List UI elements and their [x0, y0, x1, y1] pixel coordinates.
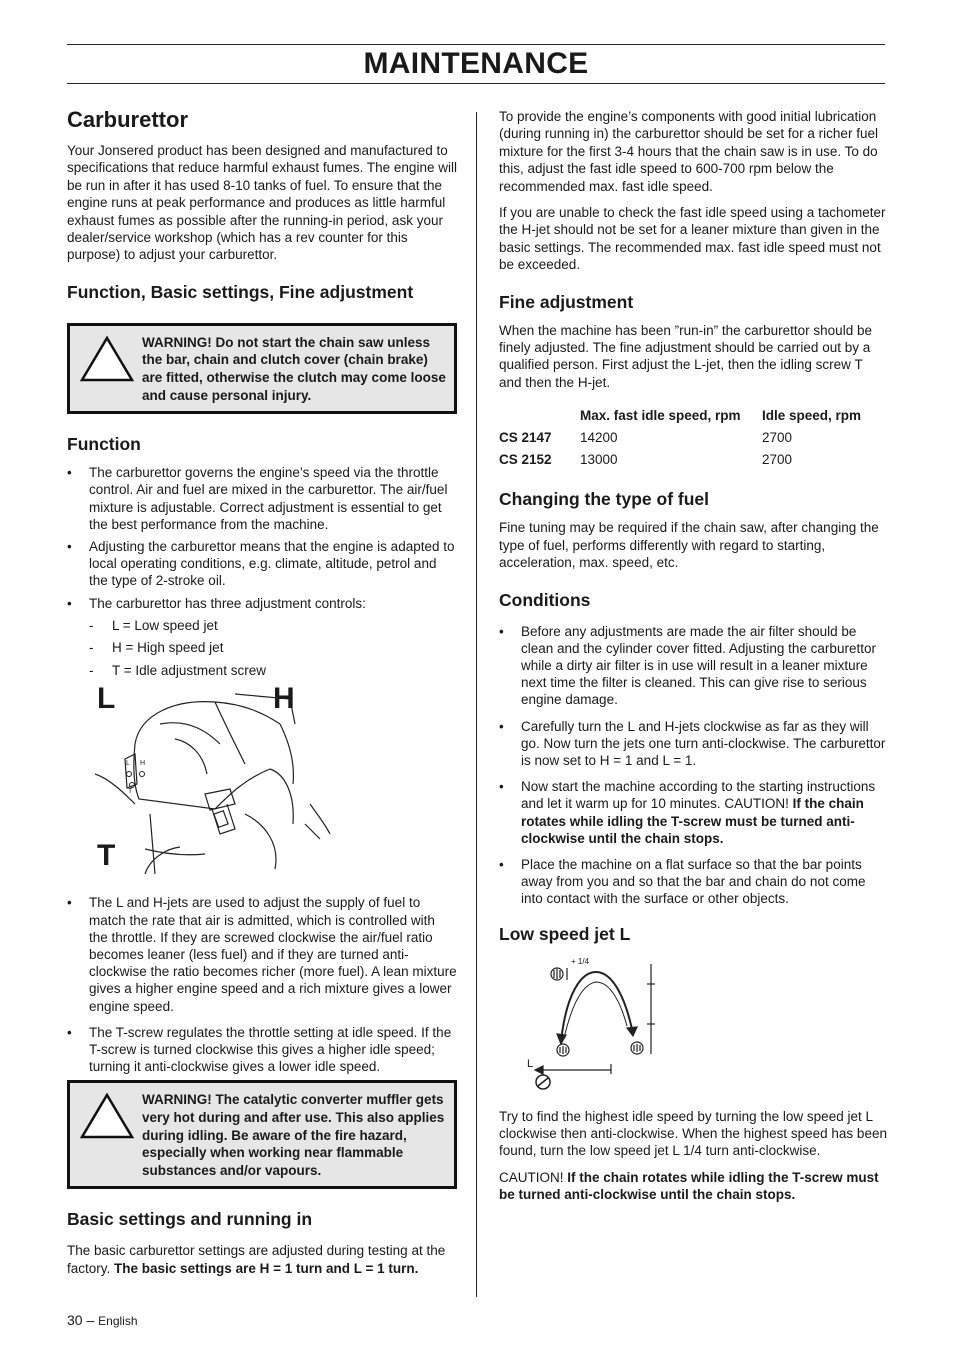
carburettor-figure [95, 684, 335, 874]
fine-adjustment-paragraph: When the machine has been ”run-in” the carburettor should be finely adjusted. The fine adjustment should be carried out by a qualified person. First adjust the L-jet, then the idling screw T and then the H-jet. [499, 322, 872, 390]
function-bullets [67, 464, 457, 612]
model-cell: CS 2147 [499, 430, 552, 446]
list-item: - L = Low speed jet [89, 617, 457, 634]
low-speed-jet-heading: Low speed jet L [499, 923, 631, 944]
label-t: T [97, 839, 116, 873]
list-item: • Carefully turn the L and H-jets clockwise as far as they will go. Now turn the jets one turn anti-clockwise. The carburettor is now set to H = 1 and L = 1. [499, 718, 887, 770]
warning-text: WARNING! Do not start the chain saw unless the bar, chain and clutch cover (chain brake) are fitted, otherwise the clutch may come loose and cause personal injury. [142, 334, 446, 403]
label-h: H [273, 682, 295, 716]
condition-text: Now start the machine according to the starting instructions and let it warm up for 10 minutes. CAUTION! [521, 779, 876, 812]
list-item [499, 778, 887, 847]
small-label-t: T [128, 788, 133, 796]
condition-caution: If the chain rotates while idling the T-screw must be turned anti-clockwise until the chain stops. [521, 796, 864, 846]
max-speed-cell: 13000 [580, 452, 618, 468]
carburettor-heading: Carburettor [67, 107, 189, 132]
column-header: Idle speed, rpm [762, 408, 862, 424]
warning-triangle-icon [78, 334, 142, 404]
list-item: • The carburettor has three adjustment controls: [67, 595, 457, 612]
caution-prefix: CAUTION! [499, 1169, 564, 1185]
right-column [499, 108, 887, 1213]
list-item: - H = High speed jet [89, 639, 457, 656]
left-column [67, 105, 457, 1286]
list-item: • Adjusting the carburettor means that the engine is adapted to local operating conditions, e.g. climate, altitude, petrol and the type of 2-stroke oil. [67, 538, 457, 590]
diagram-l-label: L [527, 1057, 534, 1070]
function-basic-fine-heading: Function, Basic settings, Fine adjustment [67, 281, 414, 302]
basic-settings-paragraph [67, 1242, 457, 1277]
list-item: • The T-screw regulates the throttle setting at idle speed. If the T-screw is turned clockwise this gives a higher idle speed; turning it anti-clockwise gives a lower idle speed. [67, 1024, 457, 1076]
jet-bullets [67, 894, 457, 1075]
adjustment-arc-illustration [521, 954, 691, 1094]
warning-triangle-icon [78, 1091, 142, 1179]
conditions-list [499, 623, 887, 908]
page-title: MAINTENANCE [363, 47, 589, 80]
label-l: L [97, 682, 116, 716]
carburettor-illustration [95, 684, 335, 874]
tachometer-paragraph: If you are unable to check the fast idle speed using a tachometer the H-jet should not be set for a leaner mixture than given in the basic settings. The recommended max. fast idle speed must not be exceeded. [499, 205, 886, 273]
list-item: - T = Idle adjustment screw [89, 662, 457, 679]
quarter-turn-label: + 1/4 [571, 956, 590, 966]
function-subheading: Function [67, 434, 141, 455]
page-header [67, 44, 885, 84]
max-speed-cell: 14200 [580, 430, 618, 446]
basic-settings-heading: Basic settings and running in [67, 1209, 313, 1230]
table-row [499, 449, 861, 471]
warning-box-chain [67, 323, 457, 414]
fuel-type-paragraph: Fine tuning may be required if the chain saw, after changing the type of fuel, performs differently with regard to starting, acceleration, max. speed, etc. [499, 520, 879, 571]
table-row [499, 427, 861, 449]
table-header-row [499, 405, 861, 427]
caution-paragraph [499, 1169, 887, 1204]
caution-bold: If the chain rotates while idling the T-screw must be turned anti-clockwise until the chain stops. [499, 1169, 879, 1203]
footer-language: English [98, 1314, 138, 1328]
idle-speed-cell: 2700 [762, 452, 793, 468]
warning-box-muffler [67, 1080, 457, 1189]
list-item: • The carburettor governs the engine’s speed via the throttle control. Air and fuel are mixed in the carburettor. The air/fuel mixture is adjustable. Correct adjustment is essential to get the best performance from the machine. [67, 464, 457, 533]
small-label-l: L [126, 760, 130, 768]
fuel-type-heading: Changing the type of fuel [499, 489, 709, 510]
fine-adjustment-heading: Fine adjustment [499, 291, 634, 312]
controls-list [67, 617, 457, 679]
page-number: 30 – [67, 1312, 95, 1328]
intro-paragraph: Your Jonsered product has been designed and manufactured to specifications that reduce harmful exhaust fumes. The engine will be run in after it has used 8-10 tanks of fuel. To ensure that the engine runs at peak performance and produces as little harmful exhaust fumes as possible after the running-in period, ask your dealer/service workshop (which has a rev counter for this purpose) to adjust your carburettor. [67, 143, 457, 263]
low-speed-jet-diagram [521, 954, 691, 1094]
list-item: • Place the machine on a flat surface so that the bar points away from you and so that the bar and chain do not come into contact with the surface or other objects. [499, 856, 887, 908]
speed-table [499, 405, 861, 471]
low-speed-jet-paragraph: Try to find the highest idle speed by turning the low speed jet L clockwise then anti-clockwise. When the highest speed has been found, turn the low speed jet L 1/4 turn anti-clockwise. [499, 1108, 887, 1159]
column-header: Max. fast idle speed, rpm [580, 408, 741, 424]
basic-settings-bold: The basic settings are H = 1 turn and L = 1 turn. [114, 1260, 419, 1276]
list-item: • Before any adjustments are made the air filter should be clean and the cylinder cover fitted. Adjusting the carburettor while a dirty air filter is in use will result in a leaner mixture next time the filter is cleaned. This can give rise to serious engine damage. [499, 623, 887, 709]
small-label-h: H [140, 760, 146, 768]
basic-settings-text: The basic carburettor settings are adjusted during testing at the factory. [67, 1243, 446, 1276]
conditions-heading: Conditions [499, 589, 591, 610]
model-cell: CS 2152 [499, 452, 552, 468]
idle-speed-cell: 2700 [762, 430, 793, 446]
warning-text: WARNING! The catalytic converter muffler gets very hot during and after use. This also applies during idling. Be aware of the fire hazard, especially when working near flammable substances and/or vapours. [142, 1092, 445, 1178]
running-in-paragraph: To provide the engine’s components with good initial lubrication (during running in) the carburettor should be set for a richer fuel mixture for the first 3-4 hours that the chain saw is in use. To do this, adjust the fast idle speed to 600-700 rpm below the recommended max. fast idle speed. [499, 109, 878, 194]
list-item: • The L and H-jets are used to adjust the supply of fuel to match the rate that air is admitted, which is controlled with the throttle. If they are screwed clockwise the air/fuel ratio becomes leaner (less fuel) and if they are turned anti-clockwise the ratio becomes richer (more fuel). A lean mixture gives a higher engine speed and a rich mixture gives a lower engine speed. [67, 894, 457, 1014]
column-divider [476, 112, 477, 1297]
page-footer [67, 1312, 138, 1328]
